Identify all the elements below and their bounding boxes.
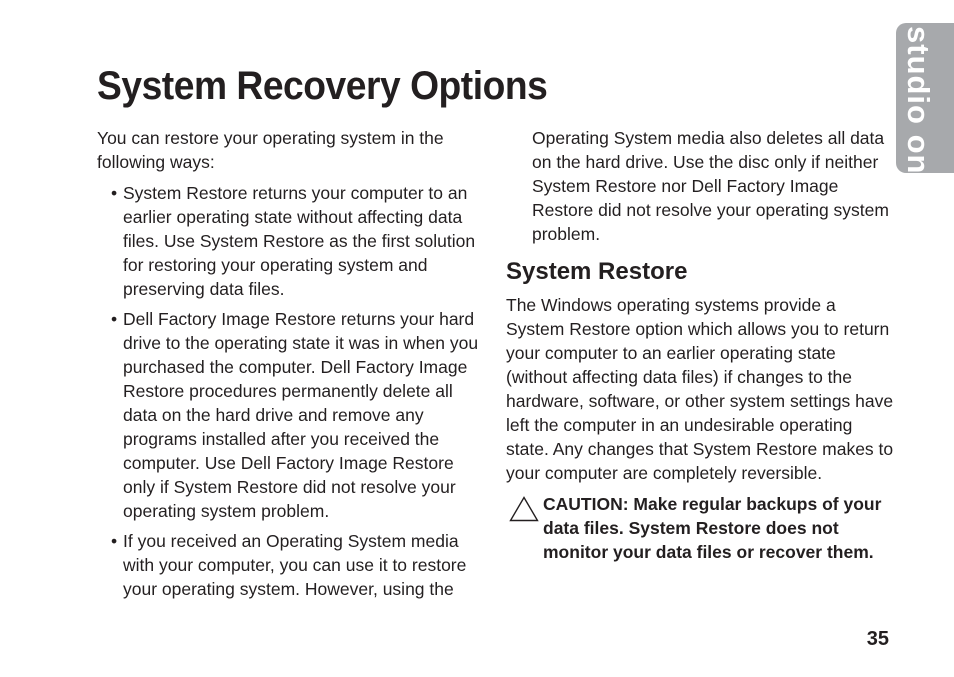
section-heading: System Restore <box>506 258 688 285</box>
list-item-factory-image-restore <box>97 307 489 523</box>
list-item-text: Dell Factory Image Restore returns your hard drive to the operating state it was in when you purchased the computer. Dell Factory Image Restore procedures permanently delete all data on the hard drive and remove any programs installed after you received the computer. Use Dell Factory Image Restore only if System Restore did not resolve your operating system problem. <box>123 309 479 521</box>
continued-paragraph: Operating System media also deletes all data on the hard drive. Use the disc only if neither System Restore nor Dell Factory Image Restore did not resolve your operating system problem. <box>532 128 889 244</box>
list-item-os-media <box>97 529 489 601</box>
caution-text: CAUTION: Make regular backups of your data files. System Restore does not monitor your data files or recover them. <box>543 494 882 562</box>
bullet-icon: • <box>111 309 118 329</box>
page-title: System Recovery Options <box>97 64 548 108</box>
page-number: 35 <box>866 628 889 650</box>
system-restore-paragraph: The Windows operating systems provide a System Restore option which allows you to return your computer to an earlier operating state (without affecting data files) if changes to the hardware, software, or other system settings have left the computer in an undesirable operating state. Any changes that System Restore makes to your computer are completely reversible. <box>506 295 894 483</box>
intro-paragraph: You can restore your operating system in the following ways: <box>97 128 444 172</box>
bullet-icon: • <box>111 531 118 551</box>
list-item-text: If you received an Operating System media with your computer, you can use it to restore your operating system. However, using the <box>123 531 467 599</box>
left-column <box>97 126 489 607</box>
list-item-system-restore <box>97 181 489 301</box>
bullet-icon: • <box>111 183 118 203</box>
recovery-options-list <box>97 181 489 601</box>
side-tab-label: studio one <box>901 26 936 193</box>
list-item-text: System Restore returns your computer to an earlier operating state without affecting data files. Use System Restore as the first solution for restoring your operating system and preserving data files. <box>123 183 476 299</box>
right-column <box>506 126 898 564</box>
caution-triangle-icon <box>509 496 539 528</box>
caution-note <box>506 492 898 564</box>
